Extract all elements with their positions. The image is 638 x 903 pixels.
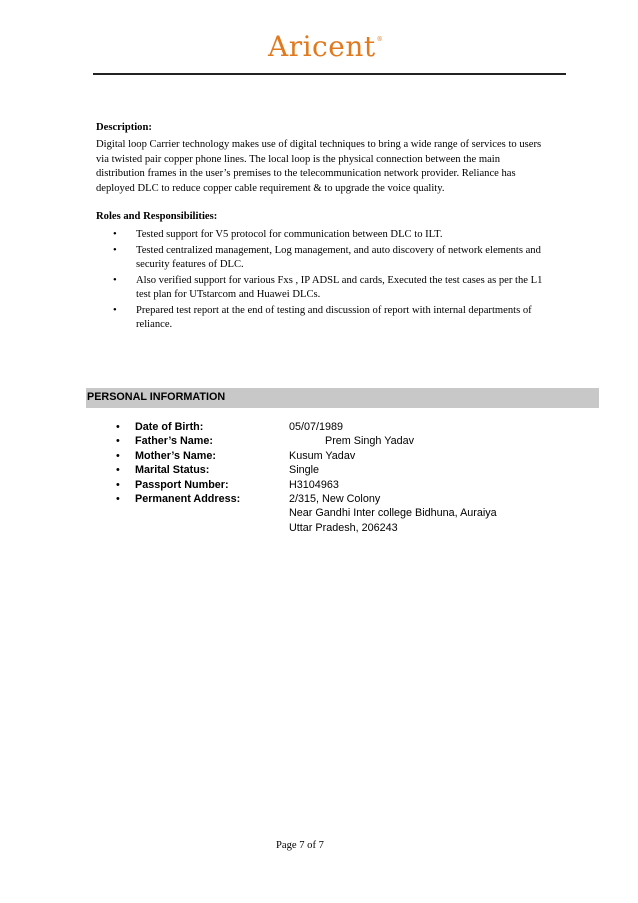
roles-list-item [113,228,543,242]
bullet-icon: • [116,421,120,433]
info-label: Permanent Address: [135,492,241,505]
info-row-father [116,434,596,448]
bullet-icon: • [116,478,120,491]
logo-text: Aricent [268,30,376,63]
roles-list [113,228,543,335]
bullet-icon: • [113,275,117,287]
bullet-icon: • [116,492,120,505]
aricent-logo [268,30,383,63]
personal-info-list [116,420,596,535]
info-row-mother [116,449,596,463]
info-label: Mother’s Name: [135,449,216,462]
info-label: Marital Status: [135,464,210,477]
roles-item-text: Prepared test report at the end of testing and discussion of report with internal departments of reliance. [136,305,532,331]
info-label: Passport Number: [135,478,229,491]
description-paragraph: Digital loop Carrier technology makes use of digital techniques to bring a wide range of services to users via twisted pair copper phone lines. The local loop is the physical connection between the main distribution frames in the user’s premises to the telecommunication network provider. Reliance has deployed DLC to reduce copper cable requirement & to upgrade the voice quality. [96,139,542,194]
info-value: H3104963 [289,478,339,491]
header-divider [93,73,566,75]
info-value: Single [289,464,320,477]
page-number: Page 7 of 7 [276,840,324,851]
roles-item-text: Also verified support for various Fxs , IP ADSL and cards, Executed the test cases as per the L1 test plan for UTstarcom and Huawei DLCs. [136,275,543,301]
roles-list-item [113,244,543,272]
description-heading: Description: [96,122,152,133]
bullet-icon: • [116,435,120,448]
info-row-dob [116,420,596,434]
roles-list-item [113,274,543,302]
info-row-passport [116,478,596,492]
roles-heading: Roles and Responsibilities: [96,211,218,222]
bullet-icon: • [116,449,120,462]
address-line: Near Gandhi Inter college Bidhuna, Auraiya [289,507,497,520]
info-label: Father’s Name: [135,435,214,448]
info-row-address [116,492,596,535]
info-value: 2/315, New Colony [289,492,381,505]
bullet-icon: • [113,229,117,240]
personal-info-heading: PERSONAL INFORMATION [87,391,226,403]
bullet-icon: • [113,245,117,257]
roles-item-text: Tested support for V5 protocol for communication between DLC to ILT. [136,229,443,240]
info-value: Kusum Yadav [289,449,356,462]
info-value: Prem Singh Yadav [325,435,415,448]
bullet-icon: • [113,305,117,317]
info-row-marital [116,463,596,477]
roles-list-item [113,304,543,332]
bullet-icon: • [116,464,120,477]
registered-mark: ® [376,36,384,43]
roles-item-text: Tested centralized management, Log management, and auto discovery of network elements and security features of DLC. [136,245,541,271]
info-value: 05/07/1989 [289,421,344,433]
info-label: Date of Birth: [135,421,204,433]
address-line: Uttar Pradesh, 206243 [289,521,398,534]
